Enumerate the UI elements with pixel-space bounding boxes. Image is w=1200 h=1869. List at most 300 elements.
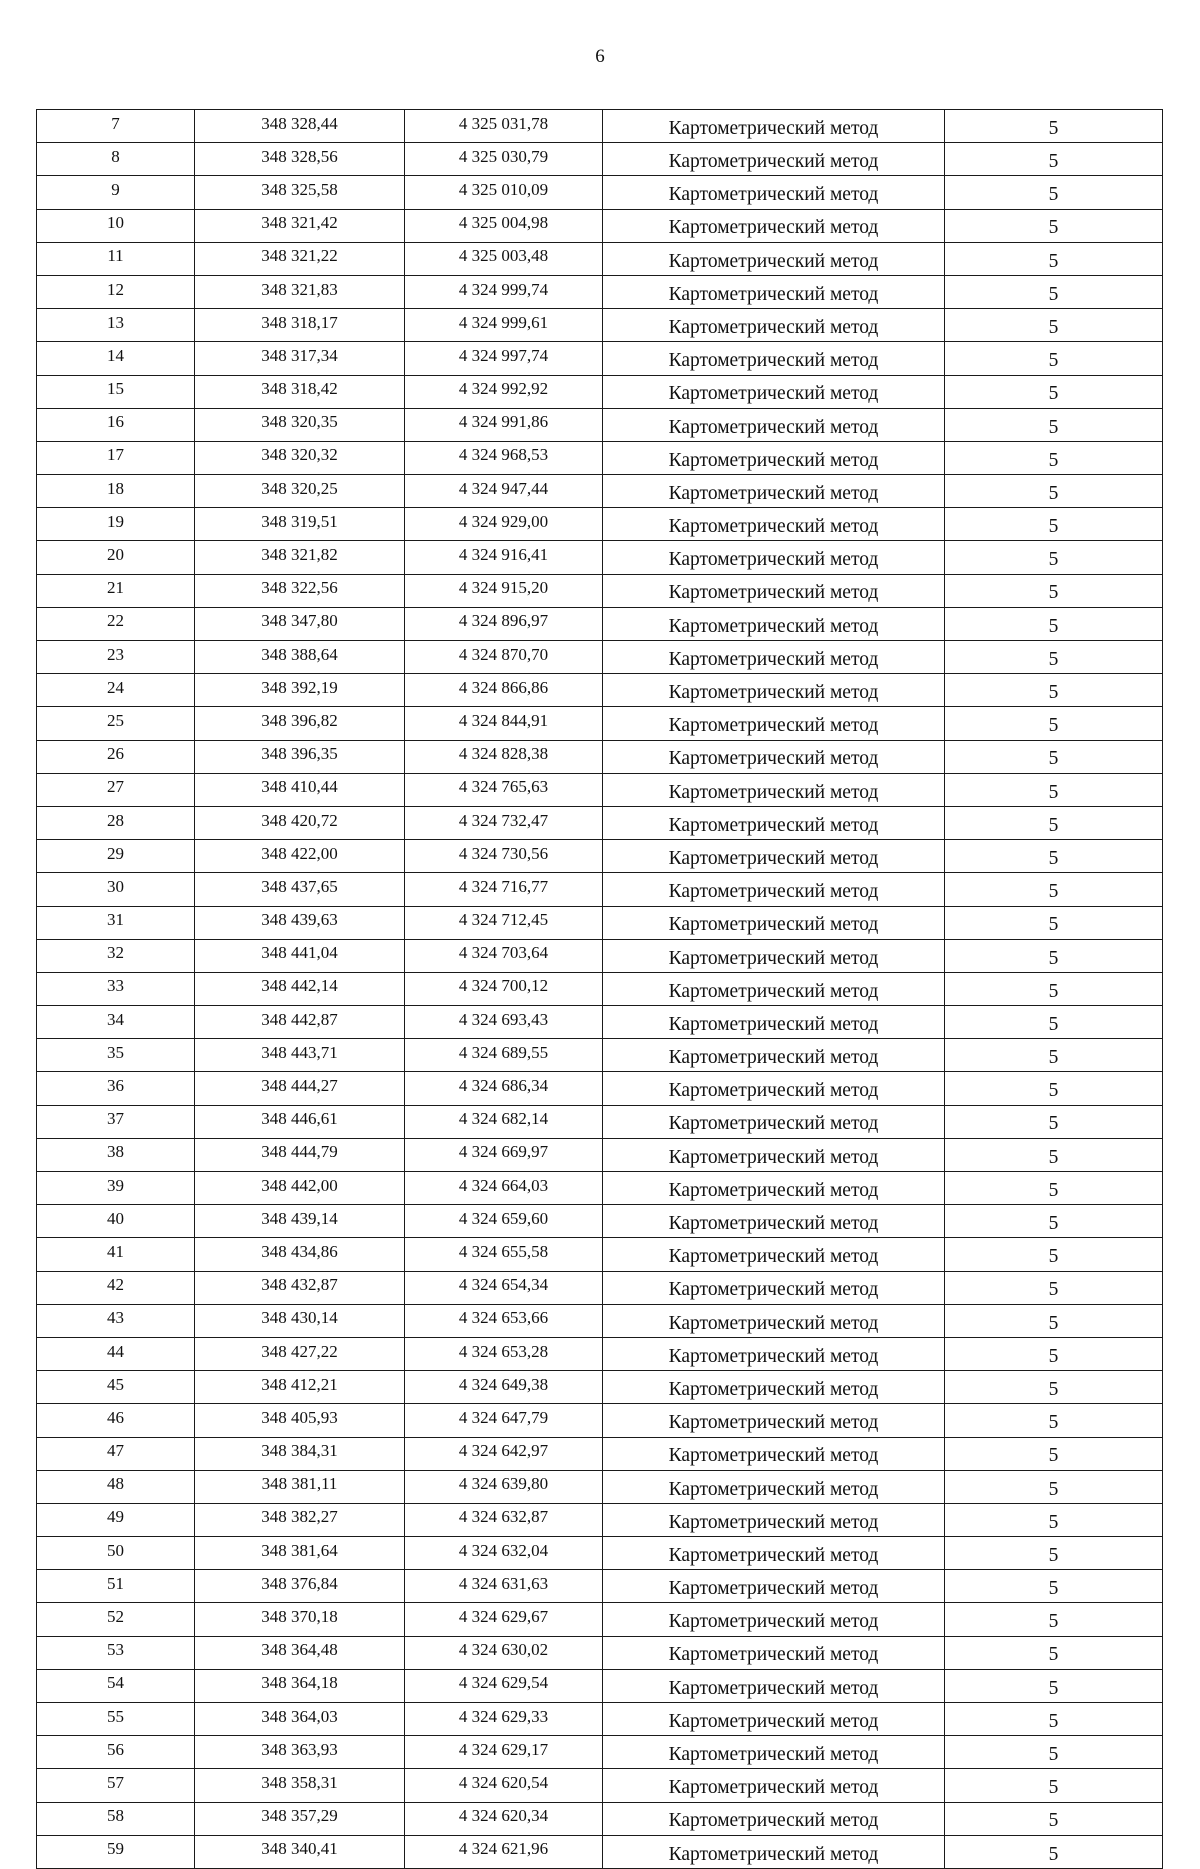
y-coordinate-cell: 4 325 030,79 (405, 143, 603, 176)
x-coordinate-cell: 348 358,31 (195, 1769, 405, 1802)
y-coordinate-cell: 4 324 844,91 (405, 707, 603, 740)
point-number-cell: 53 (37, 1636, 195, 1669)
accuracy-cell: 5 (945, 1603, 1163, 1636)
y-coordinate-cell: 4 324 653,66 (405, 1304, 603, 1337)
accuracy-cell: 5 (945, 1404, 1163, 1437)
point-number-cell: 34 (37, 1006, 195, 1039)
method-cell: Картометрический метод (603, 209, 945, 242)
table-row (37, 641, 1163, 674)
method-cell: Картометрический метод (603, 1835, 945, 1868)
method-cell: Картометрический метод (603, 1503, 945, 1536)
accuracy-cell: 5 (945, 209, 1163, 242)
x-coordinate-cell: 348 321,42 (195, 209, 405, 242)
method-cell: Картометрический метод (603, 574, 945, 607)
table-row (37, 773, 1163, 806)
accuracy-cell: 5 (945, 607, 1163, 640)
point-number-cell: 30 (37, 873, 195, 906)
y-coordinate-cell: 4 324 659,60 (405, 1205, 603, 1238)
table-row (37, 906, 1163, 939)
point-number-cell: 17 (37, 441, 195, 474)
accuracy-cell: 5 (945, 1437, 1163, 1470)
x-coordinate-cell: 348 405,93 (195, 1404, 405, 1437)
y-coordinate-cell: 4 325 003,48 (405, 242, 603, 275)
y-coordinate-cell: 4 324 686,34 (405, 1072, 603, 1105)
y-coordinate-cell: 4 324 991,86 (405, 408, 603, 441)
point-number-cell: 8 (37, 143, 195, 176)
point-number-cell: 16 (37, 408, 195, 441)
x-coordinate-cell: 348 430,14 (195, 1304, 405, 1337)
point-number-cell: 20 (37, 541, 195, 574)
point-number-cell: 49 (37, 1503, 195, 1536)
x-coordinate-cell: 348 388,64 (195, 641, 405, 674)
y-coordinate-cell: 4 324 765,63 (405, 773, 603, 806)
table-row (37, 309, 1163, 342)
x-coordinate-cell: 348 364,18 (195, 1669, 405, 1702)
x-coordinate-cell: 348 321,22 (195, 242, 405, 275)
point-number-cell: 40 (37, 1205, 195, 1238)
accuracy-cell: 5 (945, 1371, 1163, 1404)
y-coordinate-cell: 4 324 632,87 (405, 1503, 603, 1536)
method-cell: Картометрический метод (603, 773, 945, 806)
method-cell: Картометрический метод (603, 242, 945, 275)
x-coordinate-cell: 348 325,58 (195, 176, 405, 209)
y-coordinate-cell: 4 324 655,58 (405, 1238, 603, 1271)
table-row (37, 541, 1163, 574)
accuracy-cell: 5 (945, 707, 1163, 740)
x-coordinate-cell: 348 442,00 (195, 1172, 405, 1205)
accuracy-cell: 5 (945, 375, 1163, 408)
y-coordinate-cell: 4 324 700,12 (405, 972, 603, 1005)
x-coordinate-cell: 348 439,63 (195, 906, 405, 939)
accuracy-cell: 5 (945, 641, 1163, 674)
coordinates-table-body (37, 110, 1163, 1869)
y-coordinate-cell: 4 324 629,17 (405, 1736, 603, 1769)
accuracy-cell: 5 (945, 674, 1163, 707)
method-cell: Картометрический метод (603, 674, 945, 707)
table-row (37, 1603, 1163, 1636)
accuracy-cell: 5 (945, 1703, 1163, 1736)
table-row (37, 176, 1163, 209)
method-cell: Картометрический метод (603, 1470, 945, 1503)
accuracy-cell: 5 (945, 1138, 1163, 1171)
method-cell: Картометрический метод (603, 1105, 945, 1138)
table-row (37, 242, 1163, 275)
point-number-cell: 56 (37, 1736, 195, 1769)
x-coordinate-cell: 348 364,03 (195, 1703, 405, 1736)
method-cell: Картометрический метод (603, 475, 945, 508)
point-number-cell: 13 (37, 309, 195, 342)
method-cell: Картометрический метод (603, 1537, 945, 1570)
method-cell: Картометрический метод (603, 309, 945, 342)
accuracy-cell: 5 (945, 1172, 1163, 1205)
accuracy-cell: 5 (945, 475, 1163, 508)
point-number-cell: 51 (37, 1570, 195, 1603)
point-number-cell: 18 (37, 475, 195, 508)
point-number-cell: 58 (37, 1802, 195, 1835)
table-row (37, 143, 1163, 176)
table-row (37, 806, 1163, 839)
point-number-cell: 25 (37, 707, 195, 740)
x-coordinate-cell: 348 364,48 (195, 1636, 405, 1669)
method-cell: Картометрический метод (603, 1404, 945, 1437)
x-coordinate-cell: 348 442,87 (195, 1006, 405, 1039)
point-number-cell: 46 (37, 1404, 195, 1437)
y-coordinate-cell: 4 325 010,09 (405, 176, 603, 209)
y-coordinate-cell: 4 324 654,34 (405, 1271, 603, 1304)
y-coordinate-cell: 4 324 629,67 (405, 1603, 603, 1636)
table-row (37, 1570, 1163, 1603)
accuracy-cell: 5 (945, 110, 1163, 143)
x-coordinate-cell: 348 444,79 (195, 1138, 405, 1171)
table-row (37, 1404, 1163, 1437)
accuracy-cell: 5 (945, 1769, 1163, 1802)
point-number-cell: 38 (37, 1138, 195, 1171)
accuracy-cell: 5 (945, 1105, 1163, 1138)
x-coordinate-cell: 348 320,25 (195, 475, 405, 508)
table-row (37, 1304, 1163, 1337)
x-coordinate-cell: 348 347,80 (195, 607, 405, 640)
point-number-cell: 54 (37, 1669, 195, 1702)
accuracy-cell: 5 (945, 1802, 1163, 1835)
y-coordinate-cell: 4 325 004,98 (405, 209, 603, 242)
point-number-cell: 14 (37, 342, 195, 375)
x-coordinate-cell: 348 412,21 (195, 1371, 405, 1404)
point-number-cell: 11 (37, 242, 195, 275)
point-number-cell: 29 (37, 840, 195, 873)
x-coordinate-cell: 348 381,11 (195, 1470, 405, 1503)
accuracy-cell: 5 (945, 1271, 1163, 1304)
y-coordinate-cell: 4 324 664,03 (405, 1172, 603, 1205)
accuracy-cell: 5 (945, 143, 1163, 176)
method-cell: Картометрический метод (603, 375, 945, 408)
point-number-cell: 42 (37, 1271, 195, 1304)
table-row (37, 1271, 1163, 1304)
table-row (37, 275, 1163, 308)
table-row (37, 939, 1163, 972)
accuracy-cell: 5 (945, 1669, 1163, 1702)
accuracy-cell: 5 (945, 441, 1163, 474)
accuracy-cell: 5 (945, 1205, 1163, 1238)
method-cell: Картометрический метод (603, 110, 945, 143)
y-coordinate-cell: 4 324 649,38 (405, 1371, 603, 1404)
point-number-cell: 59 (37, 1835, 195, 1868)
accuracy-cell: 5 (945, 1337, 1163, 1370)
y-coordinate-cell: 4 324 703,64 (405, 939, 603, 972)
accuracy-cell: 5 (945, 1304, 1163, 1337)
y-coordinate-cell: 4 324 916,41 (405, 541, 603, 574)
coordinates-table (36, 109, 1163, 1869)
x-coordinate-cell: 348 432,87 (195, 1271, 405, 1304)
y-coordinate-cell: 4 324 997,74 (405, 342, 603, 375)
method-cell: Картометрический метод (603, 1570, 945, 1603)
page-number: 6 (595, 46, 605, 67)
y-coordinate-cell: 4 324 968,53 (405, 441, 603, 474)
point-number-cell: 43 (37, 1304, 195, 1337)
x-coordinate-cell: 348 382,27 (195, 1503, 405, 1536)
y-coordinate-cell: 4 324 870,70 (405, 641, 603, 674)
x-coordinate-cell: 348 318,17 (195, 309, 405, 342)
y-coordinate-cell: 4 324 992,92 (405, 375, 603, 408)
y-coordinate-cell: 4 324 828,38 (405, 740, 603, 773)
table-row (37, 110, 1163, 143)
table-row (37, 1105, 1163, 1138)
point-number-cell: 24 (37, 674, 195, 707)
table-row (37, 475, 1163, 508)
accuracy-cell: 5 (945, 1238, 1163, 1271)
y-coordinate-cell: 4 324 716,77 (405, 873, 603, 906)
table-row (37, 1072, 1163, 1105)
x-coordinate-cell: 348 396,82 (195, 707, 405, 740)
x-coordinate-cell: 348 384,31 (195, 1437, 405, 1470)
table-row (37, 873, 1163, 906)
method-cell: Картометрический метод (603, 1172, 945, 1205)
accuracy-cell: 5 (945, 1072, 1163, 1105)
y-coordinate-cell: 4 324 630,02 (405, 1636, 603, 1669)
accuracy-cell: 5 (945, 1736, 1163, 1769)
method-cell: Картометрический метод (603, 1337, 945, 1370)
method-cell: Картометрический метод (603, 840, 945, 873)
method-cell: Картометрический метод (603, 1736, 945, 1769)
accuracy-cell: 5 (945, 1835, 1163, 1868)
accuracy-cell: 5 (945, 1537, 1163, 1570)
method-cell: Картометрический метод (603, 441, 945, 474)
x-coordinate-cell: 348 444,27 (195, 1072, 405, 1105)
table-row (37, 1039, 1163, 1072)
point-number-cell: 44 (37, 1337, 195, 1370)
table-row (37, 1503, 1163, 1536)
table-row (37, 1138, 1163, 1171)
y-coordinate-cell: 4 324 999,61 (405, 309, 603, 342)
method-cell: Картометрический метод (603, 176, 945, 209)
y-coordinate-cell: 4 324 639,80 (405, 1470, 603, 1503)
accuracy-cell: 5 (945, 939, 1163, 972)
method-cell: Картометрический метод (603, 1371, 945, 1404)
y-coordinate-cell: 4 324 999,74 (405, 275, 603, 308)
point-number-cell: 12 (37, 275, 195, 308)
point-number-cell: 48 (37, 1470, 195, 1503)
table-row (37, 1537, 1163, 1570)
method-cell: Картометрический метод (603, 1703, 945, 1736)
y-coordinate-cell: 4 324 647,79 (405, 1404, 603, 1437)
method-cell: Картометрический метод (603, 275, 945, 308)
accuracy-cell: 5 (945, 342, 1163, 375)
point-number-cell: 32 (37, 939, 195, 972)
table-row (37, 375, 1163, 408)
table-row (37, 1205, 1163, 1238)
point-number-cell: 26 (37, 740, 195, 773)
table-row (37, 1703, 1163, 1736)
accuracy-cell: 5 (945, 740, 1163, 773)
table-row (37, 508, 1163, 541)
method-cell: Картометрический метод (603, 1271, 945, 1304)
method-cell: Картометрический метод (603, 143, 945, 176)
point-number-cell: 31 (37, 906, 195, 939)
y-coordinate-cell: 4 324 669,97 (405, 1138, 603, 1171)
x-coordinate-cell: 348 328,56 (195, 143, 405, 176)
table-row (37, 1736, 1163, 1769)
y-coordinate-cell: 4 324 947,44 (405, 475, 603, 508)
x-coordinate-cell: 348 427,22 (195, 1337, 405, 1370)
y-coordinate-cell: 4 324 621,96 (405, 1835, 603, 1868)
accuracy-cell: 5 (945, 1006, 1163, 1039)
x-coordinate-cell: 348 442,14 (195, 972, 405, 1005)
point-number-cell: 22 (37, 607, 195, 640)
x-coordinate-cell: 348 317,34 (195, 342, 405, 375)
table-row (37, 1636, 1163, 1669)
accuracy-cell: 5 (945, 906, 1163, 939)
x-coordinate-cell: 348 376,84 (195, 1570, 405, 1603)
point-number-cell: 28 (37, 806, 195, 839)
point-number-cell: 45 (37, 1371, 195, 1404)
method-cell: Картометрический метод (603, 1039, 945, 1072)
point-number-cell: 15 (37, 375, 195, 408)
y-coordinate-cell: 4 324 730,56 (405, 840, 603, 873)
accuracy-cell: 5 (945, 1570, 1163, 1603)
point-number-cell: 21 (37, 574, 195, 607)
y-coordinate-cell: 4 324 682,14 (405, 1105, 603, 1138)
point-number-cell: 35 (37, 1039, 195, 1072)
accuracy-cell: 5 (945, 773, 1163, 806)
method-cell: Картометрический метод (603, 1238, 945, 1271)
y-coordinate-cell: 4 324 629,54 (405, 1669, 603, 1702)
x-coordinate-cell: 348 439,14 (195, 1205, 405, 1238)
accuracy-cell: 5 (945, 508, 1163, 541)
y-coordinate-cell: 4 324 712,45 (405, 906, 603, 939)
x-coordinate-cell: 348 320,35 (195, 408, 405, 441)
table-row (37, 1835, 1163, 1868)
point-number-cell: 27 (37, 773, 195, 806)
y-coordinate-cell: 4 325 031,78 (405, 110, 603, 143)
x-coordinate-cell: 348 318,42 (195, 375, 405, 408)
table-row (37, 1006, 1163, 1039)
y-coordinate-cell: 4 324 915,20 (405, 574, 603, 607)
x-coordinate-cell: 348 392,19 (195, 674, 405, 707)
accuracy-cell: 5 (945, 176, 1163, 209)
table-row (37, 1769, 1163, 1802)
x-coordinate-cell: 348 340,41 (195, 1835, 405, 1868)
y-coordinate-cell: 4 324 929,00 (405, 508, 603, 541)
method-cell: Картометрический метод (603, 1072, 945, 1105)
table-row (37, 707, 1163, 740)
y-coordinate-cell: 4 324 631,63 (405, 1570, 603, 1603)
accuracy-cell: 5 (945, 1636, 1163, 1669)
method-cell: Картометрический метод (603, 1636, 945, 1669)
point-number-cell: 19 (37, 508, 195, 541)
method-cell: Картометрический метод (603, 1802, 945, 1835)
table-row (37, 740, 1163, 773)
accuracy-cell: 5 (945, 806, 1163, 839)
method-cell: Картометрический метод (603, 1304, 945, 1337)
accuracy-cell: 5 (945, 1470, 1163, 1503)
x-coordinate-cell: 348 320,32 (195, 441, 405, 474)
point-number-cell: 39 (37, 1172, 195, 1205)
method-cell: Картометрический метод (603, 972, 945, 1005)
point-number-cell: 9 (37, 176, 195, 209)
x-coordinate-cell: 348 328,44 (195, 110, 405, 143)
method-cell: Картометрический метод (603, 607, 945, 640)
table-row (37, 1238, 1163, 1271)
accuracy-cell: 5 (945, 1039, 1163, 1072)
x-coordinate-cell: 348 420,72 (195, 806, 405, 839)
accuracy-cell: 5 (945, 840, 1163, 873)
table-row (37, 1337, 1163, 1370)
x-coordinate-cell: 348 357,29 (195, 1802, 405, 1835)
x-coordinate-cell: 348 446,61 (195, 1105, 405, 1138)
x-coordinate-cell: 348 410,44 (195, 773, 405, 806)
method-cell: Картометрический метод (603, 740, 945, 773)
x-coordinate-cell: 348 441,04 (195, 939, 405, 972)
method-cell: Картометрический метод (603, 342, 945, 375)
y-coordinate-cell: 4 324 632,04 (405, 1537, 603, 1570)
table-row (37, 674, 1163, 707)
x-coordinate-cell: 348 437,65 (195, 873, 405, 906)
method-cell: Картометрический метод (603, 707, 945, 740)
method-cell: Картометрический метод (603, 641, 945, 674)
accuracy-cell: 5 (945, 309, 1163, 342)
y-coordinate-cell: 4 324 620,54 (405, 1769, 603, 1802)
table-row (37, 574, 1163, 607)
table-row (37, 1172, 1163, 1205)
method-cell: Картометрический метод (603, 1437, 945, 1470)
point-number-cell: 36 (37, 1072, 195, 1105)
table-row (37, 408, 1163, 441)
method-cell: Картометрический метод (603, 1138, 945, 1171)
accuracy-cell: 5 (945, 275, 1163, 308)
point-number-cell: 10 (37, 209, 195, 242)
accuracy-cell: 5 (945, 408, 1163, 441)
y-coordinate-cell: 4 324 866,86 (405, 674, 603, 707)
point-number-cell: 57 (37, 1769, 195, 1802)
point-number-cell: 33 (37, 972, 195, 1005)
table-row (37, 840, 1163, 873)
point-number-cell: 55 (37, 1703, 195, 1736)
point-number-cell: 41 (37, 1238, 195, 1271)
y-coordinate-cell: 4 324 896,97 (405, 607, 603, 640)
x-coordinate-cell: 348 434,86 (195, 1238, 405, 1271)
x-coordinate-cell: 348 363,93 (195, 1736, 405, 1769)
point-number-cell: 47 (37, 1437, 195, 1470)
x-coordinate-cell: 348 322,56 (195, 574, 405, 607)
point-number-cell: 7 (37, 110, 195, 143)
method-cell: Картометрический метод (603, 906, 945, 939)
y-coordinate-cell: 4 324 642,97 (405, 1437, 603, 1470)
x-coordinate-cell: 348 443,71 (195, 1039, 405, 1072)
x-coordinate-cell: 348 321,83 (195, 275, 405, 308)
x-coordinate-cell: 348 319,51 (195, 508, 405, 541)
table-row (37, 342, 1163, 375)
x-coordinate-cell: 348 321,82 (195, 541, 405, 574)
point-number-cell: 50 (37, 1537, 195, 1570)
method-cell: Картометрический метод (603, 541, 945, 574)
accuracy-cell: 5 (945, 873, 1163, 906)
table-row (37, 1470, 1163, 1503)
accuracy-cell: 5 (945, 242, 1163, 275)
x-coordinate-cell: 348 396,35 (195, 740, 405, 773)
method-cell: Картометрический метод (603, 873, 945, 906)
method-cell: Картометрический метод (603, 508, 945, 541)
method-cell: Картометрический метод (603, 1603, 945, 1636)
table-row (37, 1371, 1163, 1404)
y-coordinate-cell: 4 324 620,34 (405, 1802, 603, 1835)
table-row (37, 441, 1163, 474)
method-cell: Картометрический метод (603, 408, 945, 441)
table-row (37, 1802, 1163, 1835)
accuracy-cell: 5 (945, 574, 1163, 607)
y-coordinate-cell: 4 324 693,43 (405, 1006, 603, 1039)
x-coordinate-cell: 348 370,18 (195, 1603, 405, 1636)
point-number-cell: 37 (37, 1105, 195, 1138)
y-coordinate-cell: 4 324 732,47 (405, 806, 603, 839)
